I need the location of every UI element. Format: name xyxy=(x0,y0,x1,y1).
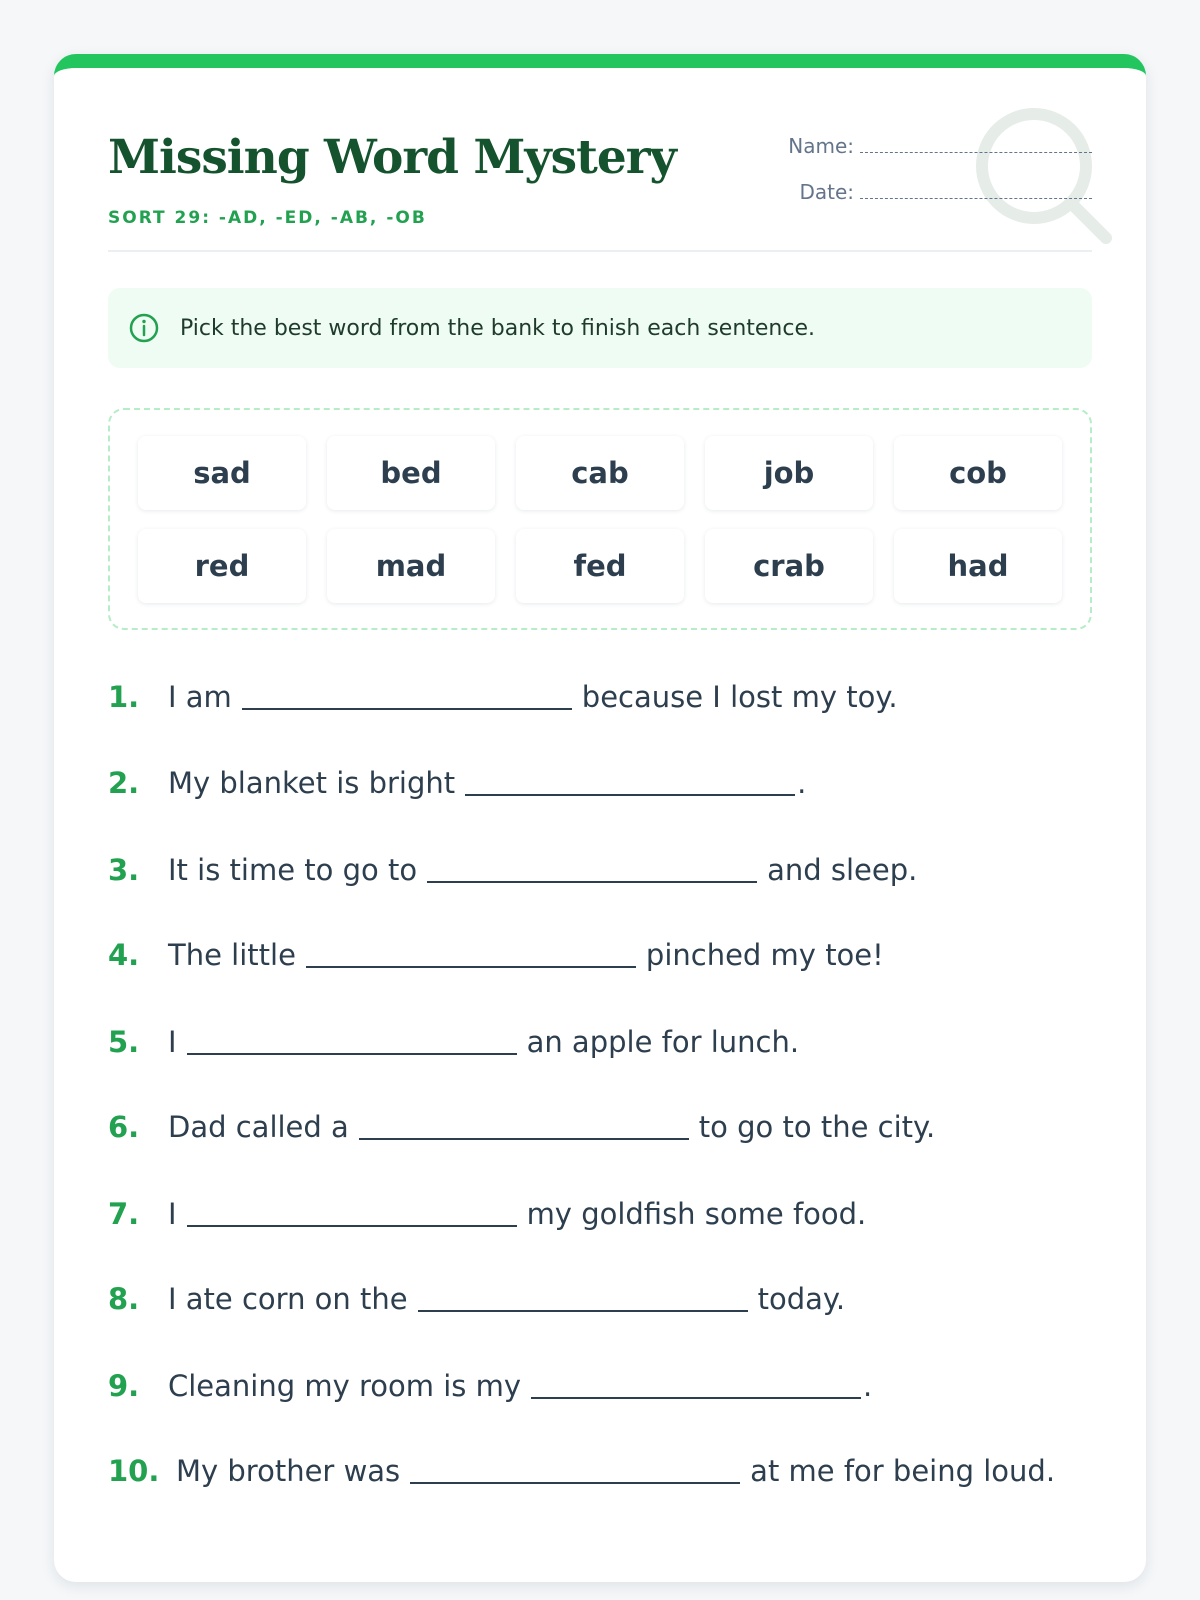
date-label: Date: xyxy=(799,180,854,204)
question-item xyxy=(108,1189,866,1239)
sort-subtitle: SORT 29: -AD, -ED, -AB, -OB xyxy=(108,208,427,228)
question-number: 10. xyxy=(108,1454,160,1488)
question-text-before: Cleaning my room is my xyxy=(168,1369,522,1403)
question-text-before: The little xyxy=(168,938,296,972)
question-item xyxy=(108,1017,799,1067)
worksheet-header xyxy=(108,130,1092,252)
answer-blank[interactable] xyxy=(306,942,636,968)
answer-blank[interactable] xyxy=(187,1201,517,1227)
question-number: 1. xyxy=(108,680,140,714)
date-line[interactable] xyxy=(860,183,1092,199)
word-bank-item[interactable]: had xyxy=(894,529,1062,603)
question-text-before: I am xyxy=(168,680,232,714)
word-bank-item[interactable]: sad xyxy=(138,436,306,510)
question-text-after: today. xyxy=(757,1282,846,1316)
answer-blank[interactable] xyxy=(418,1286,748,1312)
page-title: Missing Word Mystery xyxy=(108,130,676,185)
question-text-before: Dad called a xyxy=(168,1110,349,1144)
question-number: 5. xyxy=(108,1025,140,1059)
question-text-after: . xyxy=(863,1369,873,1403)
name-field[interactable] xyxy=(788,134,1092,158)
instruction-text: Pick the best word from the bank to finish each sentence. xyxy=(180,315,815,341)
question-number: 2. xyxy=(108,766,140,800)
question-item xyxy=(108,1361,872,1411)
answer-blank[interactable] xyxy=(410,1458,740,1484)
question-text-after: and sleep. xyxy=(767,853,918,887)
question-item xyxy=(108,930,884,980)
question-item xyxy=(108,845,917,895)
word-bank-item[interactable]: fed xyxy=(516,529,684,603)
word-bank-item[interactable]: crab xyxy=(705,529,873,603)
word-bank-item[interactable]: bed xyxy=(327,436,495,510)
question-number: 9. xyxy=(108,1369,140,1403)
word-bank-item[interactable]: mad xyxy=(327,529,495,603)
word-bank-item[interactable]: cab xyxy=(516,436,684,510)
question-item xyxy=(108,1102,935,1152)
info-icon xyxy=(128,312,160,344)
question-text-before: My blanket is bright xyxy=(168,766,456,800)
question-text-before: It is time to go to xyxy=(168,853,418,887)
question-item xyxy=(108,672,898,722)
question-text-after: at me for being loud. xyxy=(750,1454,1056,1488)
word-bank-item[interactable]: job xyxy=(705,436,873,510)
question-item xyxy=(108,1274,845,1324)
name-line[interactable] xyxy=(860,137,1092,153)
word-bank xyxy=(108,408,1092,630)
question-item xyxy=(108,1446,1055,1496)
word-bank-item[interactable]: red xyxy=(138,529,306,603)
question-text-after: because I lost my toy. xyxy=(581,680,898,714)
question-text-before: My brother was xyxy=(176,1454,401,1488)
question-text-after: pinched my toe! xyxy=(645,938,884,972)
date-field[interactable] xyxy=(799,180,1092,204)
question-text-before: I xyxy=(168,1025,177,1059)
question-text-after: an apple for lunch. xyxy=(526,1025,800,1059)
question-text-before: I xyxy=(168,1197,177,1231)
question-number: 3. xyxy=(108,853,140,887)
question-text-after: . xyxy=(797,766,807,800)
question-item xyxy=(108,758,806,808)
answer-blank[interactable] xyxy=(531,1373,861,1399)
question-text-after: to go to the city. xyxy=(698,1110,936,1144)
worksheet-card xyxy=(54,54,1146,1582)
answer-blank[interactable] xyxy=(242,684,572,710)
answer-blank[interactable] xyxy=(359,1114,689,1140)
instruction-box xyxy=(108,288,1092,368)
question-number: 7. xyxy=(108,1197,140,1231)
answer-blank[interactable] xyxy=(187,1029,517,1055)
word-bank-item[interactable]: cob xyxy=(894,436,1062,510)
question-number: 4. xyxy=(108,938,140,972)
answer-blank[interactable] xyxy=(427,857,757,883)
name-label: Name: xyxy=(788,134,854,158)
question-text-before: I ate corn on the xyxy=(168,1282,408,1316)
answer-blank[interactable] xyxy=(465,770,795,796)
question-text-after: my goldfish some food. xyxy=(526,1197,867,1231)
question-number: 6. xyxy=(108,1110,140,1144)
question-number: 8. xyxy=(108,1282,140,1316)
